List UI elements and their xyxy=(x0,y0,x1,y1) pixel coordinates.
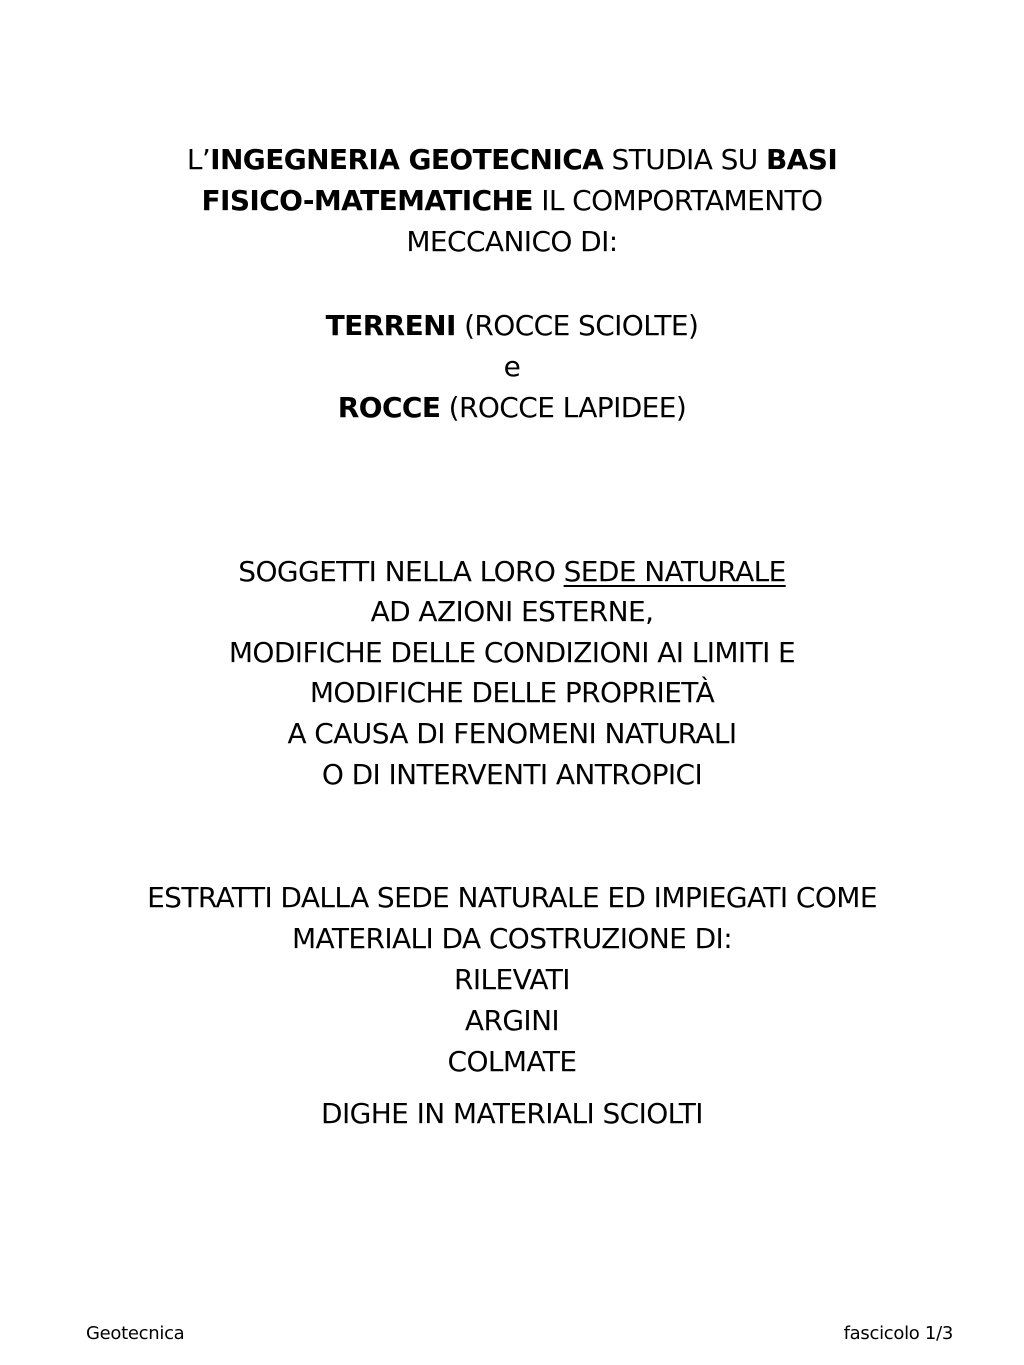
section3-line-1: ESTRATTI DALLA SEDE NATURALE ED IMPIEGATI COME xyxy=(147,881,877,914)
section2-line-1: SOGGETTI NELLA LORO SEDE NATURALE xyxy=(238,555,786,588)
section3-line-5: COLMATE xyxy=(447,1045,577,1078)
term-rocce: ROCCE xyxy=(337,391,441,424)
section3-line-2: MATERIALI DA COSTRUZIONE DI: xyxy=(291,922,733,955)
conjunction-e: e xyxy=(503,350,521,383)
section2-line-3: MODIFICHE DELLE CONDIZIONI AI LIMITI E xyxy=(228,636,796,669)
footer-page-number: fascicolo 1/3 xyxy=(843,1323,953,1344)
section3-last-line: DIGHE IN MATERIALI SCIOLTI xyxy=(321,1097,703,1130)
section2-line-4: MODIFICHE DELLE PROPRIETÀ xyxy=(309,676,715,709)
intro-line-2: FISICO-MATEMATICHE IL COMPORTAMENTO xyxy=(201,184,823,217)
section2-line-5: A CAUSA DI FENOMENI NATURALI xyxy=(287,717,737,750)
section3-line-4: ARGINI xyxy=(464,1004,560,1037)
section2-line-2: AD AZIONI ESTERNE, xyxy=(370,595,654,628)
term-terreni: TERRENI xyxy=(325,309,456,342)
term-ingegneria-geotecnica: INGEGNERIA GEOTECNICA xyxy=(210,143,604,176)
intro-line-3: MECCANICO DI: xyxy=(406,225,618,258)
footer-title: Geotecnica xyxy=(86,1323,185,1344)
section2-line-6: O DI INTERVENTI ANTROPICI xyxy=(321,758,703,791)
section3-line-3: RILEVATI xyxy=(454,963,570,996)
term-basi: BASI xyxy=(765,143,838,176)
rocce-line: ROCCE (ROCCE LAPIDEE) xyxy=(337,391,687,424)
intro-line-1: L’INGEGNERIA GEOTECNICA STUDIA SU BASI xyxy=(186,143,838,176)
term-fisico-matematiche: FISICO-MATEMATICHE xyxy=(201,184,533,217)
terreni-line: TERRENI (ROCCE SCIOLTE) xyxy=(325,309,699,342)
sede-naturale-underlined: SEDE NATURALE xyxy=(563,555,786,588)
